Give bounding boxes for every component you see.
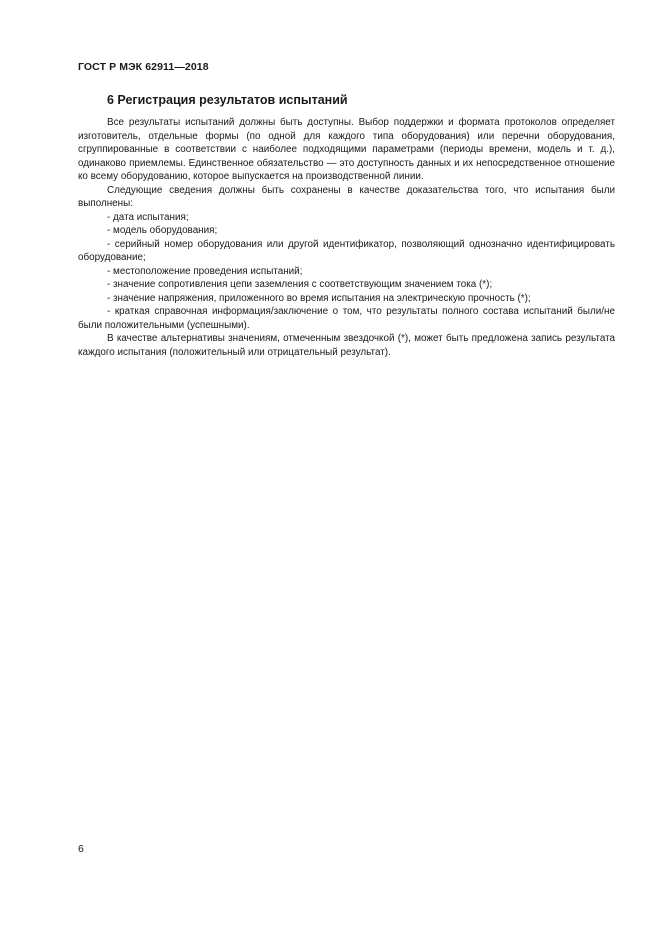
section-body — [78, 116, 615, 359]
paragraph-intro: Все результаты испытаний должны быть доступны. Выбор поддержки и формата протоколов определяет изготовитель, отдельные формы (по одной для каждого типа оборудования) или перечни оборудования, сгруппированные в соответствии с наиболее подходящими параметрами (периоды времени, модель и т. д.), одинаково приемлемы. Единственное обязательство — это доступность данных и их непосредственное отношение ко всему оборудованию, которое выпускается на производственной линии. — [78, 117, 615, 182]
list-item: - серийный номер оборудования или другой идентификатор, позволяющий однозначно идентифицировать оборудование; — [78, 238, 615, 263]
paragraph-alternative: В качестве альтернативы значениям, отмеченным звездочкой (*), может быть предложена запись результата каждого испытания (положительный или отрицательный результат). — [78, 333, 615, 358]
list-item: - модель оборудования; — [107, 225, 218, 236]
section-title: 6 Регистрация результатов испытаний — [107, 93, 348, 107]
document-header: ГОСТ Р МЭК 62911—2018 — [78, 61, 209, 73]
list-item: - местоположение проведения испытаний; — [107, 265, 303, 277]
paragraph-evidence-intro: Следующие сведения должны быть сохранены в качестве доказательства того, что испытания были выполнены: — [78, 184, 615, 209]
list-item: - дата испытания; — [107, 211, 189, 223]
list-item: - значение сопротивления цепи заземления с соответствующим значением тока (*); — [107, 279, 493, 290]
list-item: - значение напряжения, приложенного во время испытания на электрическую прочность (*); — [107, 292, 531, 304]
list-item: - краткая справочная информация/заключение о том, что результаты полного состава испытаний были/не были положительными (успешными). — [78, 306, 615, 331]
page-number: 6 — [78, 843, 84, 855]
